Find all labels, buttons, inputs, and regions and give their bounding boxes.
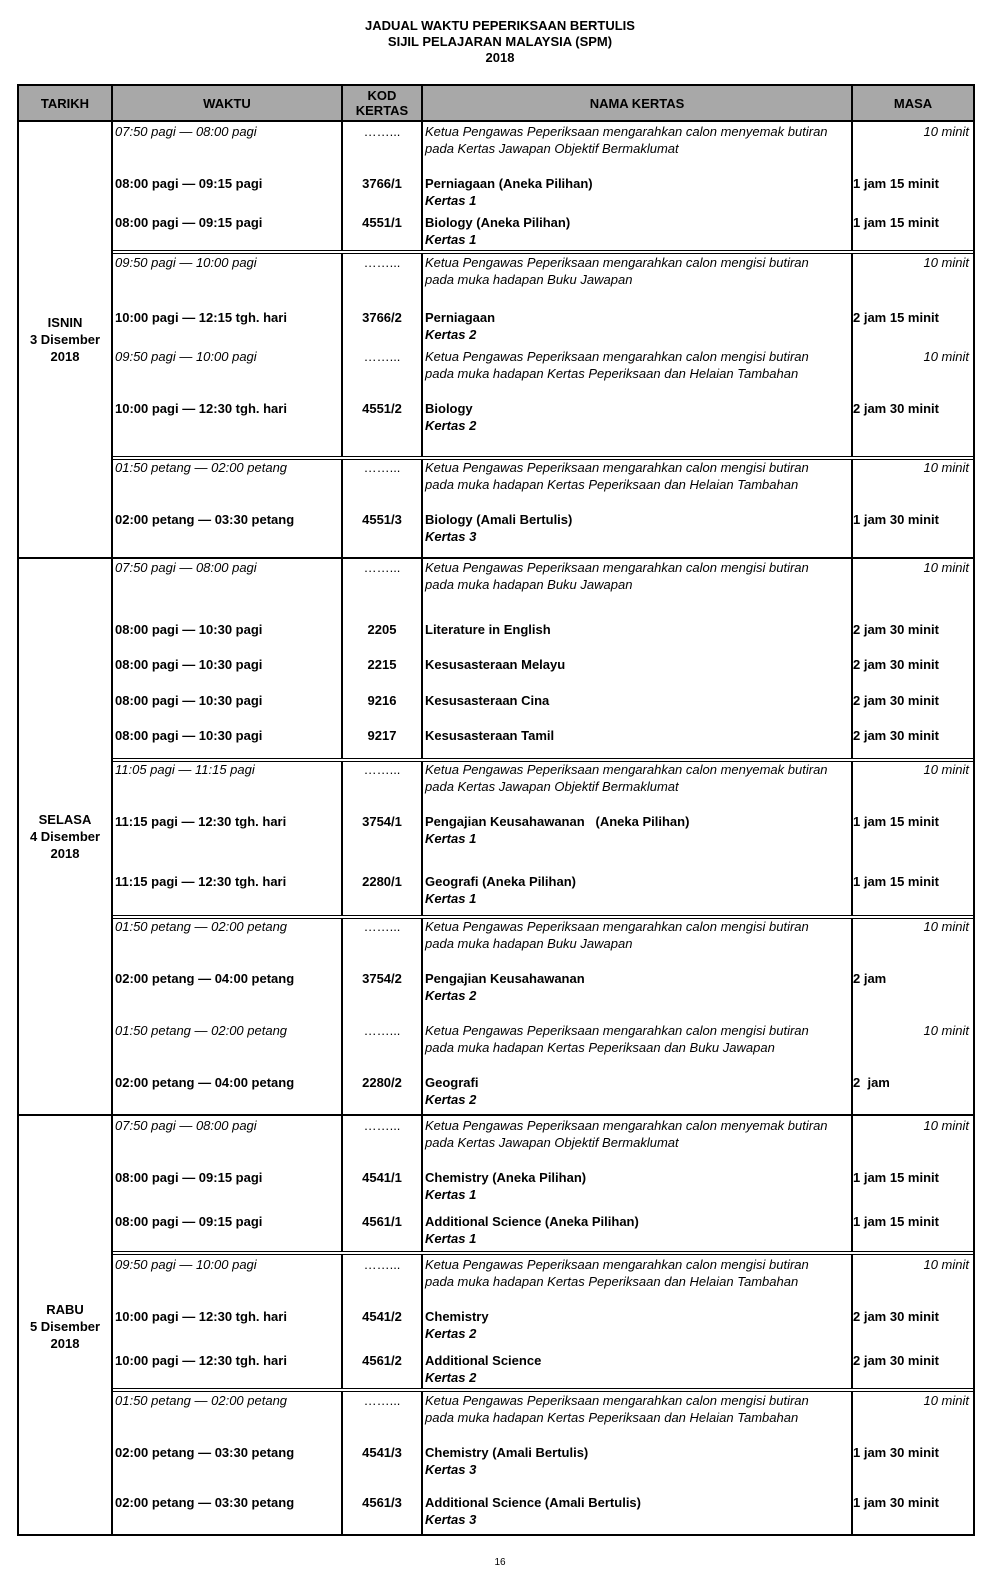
paper-name-cell	[425, 175, 849, 209]
time-cell: 01:50 petang — 02:00 petang	[115, 1023, 288, 1038]
time-cell: 01:50 petang — 02:00 petang	[115, 919, 288, 934]
paper-name-line2: pada muka hadapan Kertas Peperiksaan dan Helaian Tambahan	[425, 1410, 799, 1425]
paper-name-line2: Kertas 1	[425, 1187, 477, 1202]
code-cell: 2205	[367, 622, 397, 637]
code-cell: ……...	[363, 460, 401, 475]
paper-name-line2: Kertas 1	[425, 232, 477, 247]
paper-name: Ketua Pengawas Peperiksaan mengarahkan calon menyemak butiran	[425, 762, 828, 777]
schedule-row	[19, 1169, 973, 1207]
paper-name: Geografi	[425, 1075, 479, 1090]
time-cell: 11:15 pagi — 12:30 tgh. hari	[115, 874, 287, 889]
code-cell: 3766/1	[362, 176, 402, 191]
code-cell: 3754/1	[362, 814, 402, 829]
paper-name-line2: pada muka hadapan Buku Jawapan	[425, 577, 633, 592]
paper-name-cell	[425, 1392, 849, 1426]
time-cell: 08:00 pagi — 10:30 pagi	[115, 728, 263, 743]
document-title	[0, 18, 1000, 66]
paper-name-line2: pada muka hadapan Kertas Peperiksaan dan Helaian Tambahan	[425, 366, 799, 381]
duration-cell: 1 jam 15 minit	[853, 814, 939, 829]
duration-cell: 2 jam 30 minit	[853, 622, 939, 637]
header-kod-line1: KOD	[367, 88, 397, 103]
duration-cell: 10 minit	[923, 349, 969, 364]
header-waktu: WAKTU	[113, 86, 341, 122]
paper-name-cell	[425, 1308, 849, 1342]
paper-name-line2: Kertas 1	[425, 193, 477, 208]
schedule-row	[19, 511, 973, 549]
schedule-row	[19, 254, 973, 292]
code-cell: 4561/3	[362, 1495, 402, 1510]
time-cell: 01:50 petang — 02:00 petang	[115, 1393, 288, 1408]
title-line-1: JADUAL WAKTU PEPERIKSAAN BERTULIS	[365, 18, 635, 33]
header-masa: MASA	[853, 86, 973, 122]
code-cell: 2280/2	[362, 1075, 402, 1090]
paper-name-cell	[425, 254, 849, 288]
paper-name: Ketua Pengawas Peperiksaan mengarahkan calon mengisi butiran	[425, 255, 809, 270]
code-cell: 4551/3	[362, 512, 402, 527]
paper-name-cell	[425, 309, 849, 343]
schedule-row	[19, 1256, 973, 1294]
paper-name-line2: Kertas 3	[425, 1462, 477, 1477]
paper-name-cell	[425, 1494, 849, 1528]
time-cell: 02:00 petang — 04:00 petang	[115, 1075, 295, 1090]
schedule-row	[19, 1392, 973, 1430]
paper-name: Chemistry (Amali Bertulis)	[425, 1445, 589, 1460]
paper-name-line2: Kertas 2	[425, 1092, 477, 1107]
code-cell: ……...	[363, 1118, 401, 1133]
paper-name-line2: Kertas 2	[425, 418, 477, 433]
duration-cell: 10 minit	[923, 919, 969, 934]
duration-cell: 10 minit	[923, 124, 969, 139]
paper-name: Biology (Aneka Pilihan)	[425, 215, 571, 230]
session-separator	[113, 1251, 973, 1255]
paper-name-line2: pada Kertas Jawapan Objektif Bermaklumat	[425, 141, 679, 156]
duration-cell: 2 jam 30 minit	[853, 657, 939, 672]
paper-name-cell	[425, 873, 849, 907]
duration-cell: 1 jam 15 minit	[853, 215, 939, 230]
time-cell: 08:00 pagi — 10:30 pagi	[115, 622, 263, 637]
duration-cell: 10 minit	[923, 1118, 969, 1133]
paper-name: Ketua Pengawas Peperiksaan mengarahkan calon mengisi butiran	[425, 349, 809, 364]
schedule-row	[19, 727, 973, 765]
schedule-row	[19, 559, 973, 597]
time-cell: 02:00 petang — 03:30 petang	[115, 1495, 295, 1510]
schedule-row	[19, 1352, 973, 1390]
paper-name-line2: Kertas 2	[425, 1326, 477, 1341]
paper-name: Pengajian Keusahawanan	[425, 971, 585, 986]
paper-name: Pengajian Keusahawanan (Aneka Pilihan)	[425, 814, 690, 829]
header-kod-kertas	[343, 86, 421, 122]
time-cell: 10:00 pagi — 12:30 tgh. hari	[115, 1309, 287, 1324]
code-cell: 2280/1	[362, 874, 402, 889]
duration-cell: 2 jam 30 minit	[853, 1353, 939, 1368]
header-tarikh: TARIKH	[19, 86, 111, 122]
paper-name-line2: Kertas 1	[425, 891, 477, 906]
duration-cell: 1 jam 30 minit	[853, 1495, 939, 1510]
day-name: ISNIN	[47, 315, 83, 330]
paper-name-cell	[425, 511, 849, 545]
paper-name: Ketua Pengawas Peperiksaan mengarahkan calon mengisi butiran	[425, 919, 809, 934]
time-cell: 01:50 petang — 02:00 petang	[115, 460, 288, 475]
paper-name-cell	[425, 559, 849, 593]
exam-schedule-table	[17, 84, 975, 1536]
paper-name-line2: pada muka hadapan Kertas Peperiksaan dan Helaian Tambahan	[425, 1274, 799, 1289]
duration-cell: 10 minit	[923, 1023, 969, 1038]
code-cell: ……...	[363, 1257, 401, 1272]
time-cell: 02:00 petang — 04:00 petang	[115, 971, 295, 986]
time-cell: 10:00 pagi — 12:30 tgh. hari	[115, 401, 287, 416]
paper-name: Kesusasteraan Tamil	[425, 728, 555, 743]
code-cell: ……...	[363, 762, 401, 777]
paper-name-cell	[425, 1117, 849, 1151]
paper-name-line2: Kertas 2	[425, 988, 477, 1003]
paper-name: Ketua Pengawas Peperiksaan mengarahkan calon mengisi butiran	[425, 1393, 809, 1408]
code-cell: 4541/1	[362, 1170, 402, 1185]
paper-name-cell	[425, 1256, 849, 1290]
schedule-row	[19, 400, 973, 438]
paper-name: Ketua Pengawas Peperiksaan mengarahkan calon mengisi butiran	[425, 1023, 809, 1038]
duration-cell: 1 jam 15 minit	[853, 874, 939, 889]
paper-name: Ketua Pengawas Peperiksaan mengarahkan calon mengisi butiran	[425, 560, 809, 575]
duration-cell: 2 jam	[853, 1075, 890, 1090]
title-line-2: SIJIL PELAJARAN MALAYSIA (SPM)	[387, 34, 613, 49]
code-cell: 4541/2	[362, 1309, 402, 1324]
paper-name-cell	[425, 656, 849, 673]
schedule-row	[19, 123, 973, 161]
code-cell: 3766/2	[362, 310, 402, 325]
time-cell: 08:00 pagi — 10:30 pagi	[115, 657, 263, 672]
time-cell: 09:50 pagi — 10:00 pagi	[115, 349, 257, 364]
paper-name: Additional Science (Aneka Pilihan)	[425, 1214, 639, 1229]
paper-name-cell	[425, 1213, 849, 1247]
paper-name: Literature in English	[425, 622, 551, 637]
duration-cell: 2 jam	[853, 971, 887, 986]
time-cell: 07:50 pagi — 08:00 pagi	[115, 560, 257, 575]
time-cell: 08:00 pagi — 09:15 pagi	[115, 176, 263, 191]
duration-cell: 1 jam 30 minit	[853, 1445, 939, 1460]
code-cell: ……...	[363, 349, 401, 364]
header-kod-line2: KERTAS	[355, 103, 409, 118]
paper-name-line2: Kertas 3	[425, 1512, 477, 1527]
paper-name: Ketua Pengawas Peperiksaan mengarahkan calon menyemak butiran	[425, 1118, 828, 1133]
duration-cell: 10 minit	[923, 762, 969, 777]
paper-name-cell	[425, 348, 849, 382]
code-cell: ……...	[363, 1393, 401, 1408]
code-cell: ……...	[363, 124, 401, 139]
code-cell: 4561/1	[362, 1214, 402, 1229]
day-name: SELASA	[38, 812, 92, 827]
time-cell: 07:50 pagi — 08:00 pagi	[115, 1118, 257, 1133]
time-cell: 08:00 pagi — 09:15 pagi	[115, 1170, 263, 1185]
time-cell: 10:00 pagi — 12:30 tgh. hari	[115, 1353, 287, 1368]
paper-name-cell	[425, 1022, 849, 1056]
paper-name-cell	[425, 459, 849, 493]
paper-name-line2: Kertas 2	[425, 1370, 477, 1385]
paper-name-cell	[425, 1352, 849, 1386]
schedule-row	[19, 309, 973, 347]
paper-name-cell	[425, 761, 849, 795]
paper-name-cell	[425, 214, 849, 248]
schedule-row	[19, 970, 973, 1008]
paper-name-cell	[425, 727, 849, 744]
schedule-row	[19, 1117, 973, 1155]
schedule-row	[19, 1213, 973, 1251]
duration-cell: 2 jam 30 minit	[853, 401, 939, 416]
day-date: 5 Disember	[29, 1318, 101, 1334]
paper-name-cell	[425, 1169, 849, 1203]
time-cell: 08:00 pagi — 09:15 pagi	[115, 1214, 263, 1229]
paper-name-line2: pada muka hadapan Buku Jawapan	[425, 272, 633, 287]
paper-name-line2: Kertas 1	[425, 1231, 477, 1246]
code-cell: ……...	[363, 560, 401, 575]
paper-name: Chemistry (Aneka Pilihan)	[425, 1170, 587, 1185]
paper-name-line2: pada muka hadapan Buku Jawapan	[425, 936, 633, 951]
schedule-row	[19, 873, 973, 911]
paper-name-line2: pada Kertas Jawapan Objektif Bermaklumat	[425, 1135, 679, 1150]
schedule-row	[19, 761, 973, 799]
paper-name-line2: Kertas 2	[425, 327, 477, 342]
paper-name-line2: pada Kertas Jawapan Objektif Bermaklumat	[425, 779, 679, 794]
paper-name: Geografi (Aneka Pilihan)	[425, 874, 576, 889]
time-cell: 07:50 pagi — 08:00 pagi	[115, 124, 257, 139]
paper-name-cell	[425, 1444, 849, 1478]
day-name: RABU	[46, 1301, 84, 1317]
paper-name-cell	[425, 970, 849, 1004]
code-cell: 3754/2	[362, 971, 402, 986]
schedule-row	[19, 1444, 973, 1482]
code-cell: 9216	[367, 693, 397, 708]
schedule-row	[19, 656, 973, 694]
paper-name: Ketua Pengawas Peperiksaan mengarahkan calon mengisi butiran	[425, 1257, 809, 1272]
code-cell: 4551/2	[362, 401, 402, 416]
schedule-row	[19, 175, 973, 213]
time-cell: 10:00 pagi — 12:15 tgh. hari	[115, 310, 287, 325]
title-line-3: 2018	[485, 50, 515, 65]
schedule-row	[19, 459, 973, 497]
time-cell: 09:50 pagi — 10:00 pagi	[115, 255, 257, 270]
paper-name-line2: Kertas 1	[425, 831, 477, 846]
schedule-row	[19, 918, 973, 956]
day-year: 2018	[50, 1335, 80, 1351]
paper-name-cell	[425, 400, 849, 434]
paper-name-cell	[425, 918, 849, 952]
schedule-row	[19, 1494, 973, 1532]
schedule-row	[19, 1308, 973, 1346]
code-cell: 4551/1	[362, 215, 402, 230]
duration-cell: 2 jam 30 minit	[853, 728, 939, 743]
paper-name: Biology	[425, 401, 473, 416]
code-cell: 9217	[367, 728, 397, 743]
duration-cell: 1 jam 15 minit	[853, 1214, 939, 1229]
schedule-row	[19, 621, 973, 659]
day-separator	[19, 1114, 973, 1116]
time-cell: 08:00 pagi — 10:30 pagi	[115, 693, 263, 708]
duration-cell: 10 minit	[923, 1257, 969, 1272]
duration-cell: 10 minit	[923, 560, 969, 575]
duration-cell: 10 minit	[923, 255, 969, 270]
duration-cell: 2 jam 15 minit	[853, 310, 939, 325]
time-cell: 09:50 pagi — 10:00 pagi	[115, 1257, 257, 1272]
paper-name-line2: Kertas 3	[425, 529, 477, 544]
day-year: 2018	[50, 349, 80, 364]
day-date: 3 Disember	[29, 332, 101, 347]
duration-cell: 10 minit	[923, 460, 969, 475]
code-cell: ……...	[363, 1023, 401, 1038]
duration-cell: 10 minit	[923, 1393, 969, 1408]
paper-name: Kesusasteraan Melayu	[425, 657, 566, 672]
time-cell: 11:15 pagi — 12:30 tgh. hari	[115, 814, 287, 829]
paper-name: Kesusasteraan Cina	[425, 693, 550, 708]
paper-name: Ketua Pengawas Peperiksaan mengarahkan calon menyemak butiran	[425, 124, 828, 139]
time-cell: 11:05 pagi — 11:15 pagi	[115, 762, 255, 777]
schedule-row	[19, 348, 973, 386]
day-year: 2018	[50, 846, 80, 861]
paper-name: Perniagaan	[425, 310, 496, 325]
paper-name-cell	[425, 813, 849, 847]
code-cell: 2215	[367, 657, 397, 672]
paper-name-cell	[425, 1074, 849, 1108]
paper-name: Additional Science	[425, 1353, 542, 1368]
time-cell: 08:00 pagi — 09:15 pagi	[115, 215, 263, 230]
schedule-row	[19, 1074, 973, 1112]
paper-name: Perniagaan (Aneka Pilihan)	[425, 176, 593, 191]
paper-name: Additional Science (Amali Bertulis)	[425, 1495, 641, 1510]
day-date: 4 Disember	[29, 829, 101, 844]
schedule-row	[19, 813, 973, 851]
schedule-row	[19, 692, 973, 730]
paper-name-line2: pada muka hadapan Kertas Peperiksaan dan Helaian Tambahan	[425, 477, 799, 492]
schedule-row	[19, 1022, 973, 1060]
paper-name: Chemistry	[425, 1309, 489, 1324]
paper-name: Biology (Amali Bertulis)	[425, 512, 573, 527]
time-cell: 02:00 petang — 03:30 petang	[115, 512, 295, 527]
time-cell: 02:00 petang — 03:30 petang	[115, 1445, 295, 1460]
duration-cell: 1 jam 30 minit	[853, 512, 939, 527]
code-cell: ……...	[363, 919, 401, 934]
schedule-row	[19, 214, 973, 252]
paper-name-line2: pada muka hadapan Kertas Peperiksaan dan Buku Jawapan	[425, 1040, 775, 1055]
paper-name-cell	[425, 621, 849, 638]
duration-cell: 2 jam 30 minit	[853, 1309, 939, 1324]
paper-name-cell	[425, 123, 849, 157]
paper-name: Ketua Pengawas Peperiksaan mengarahkan calon mengisi butiran	[425, 460, 809, 475]
duration-cell: 1 jam 15 minit	[853, 1170, 939, 1185]
code-cell: 4541/3	[362, 1445, 402, 1460]
header-nama-kertas: NAMA KERTAS	[423, 86, 851, 122]
code-cell: ……...	[363, 255, 401, 270]
duration-cell: 2 jam 30 minit	[853, 693, 939, 708]
page-number: 16	[494, 1557, 506, 1568]
paper-name-cell	[425, 692, 849, 709]
code-cell: 4561/2	[362, 1353, 402, 1368]
duration-cell: 1 jam 15 minit	[853, 176, 939, 191]
